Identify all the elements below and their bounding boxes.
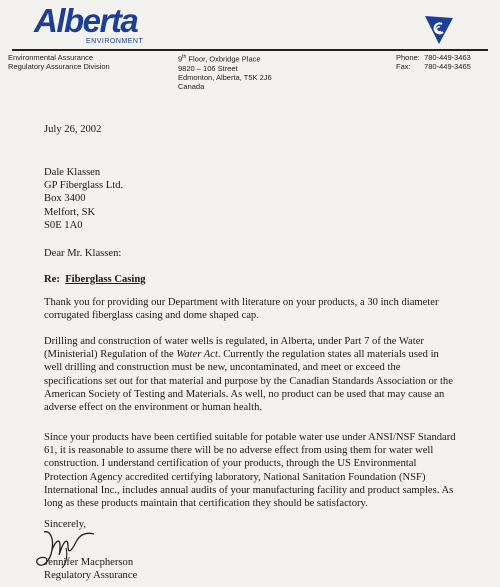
recipient-line: S0E 1A0	[44, 219, 83, 231]
paragraph-1: Thank you for providing our Department with literature on your products, a 30 inch diameter corrugated fiberglass casing and dome shaped cap.	[44, 297, 439, 322]
paragraph-2: Drilling and construction of water wells is regulated, in Alberta, under Part 7 of the Water (Ministerial) Regulation of the Water Act. Currently the regulation states all materials used in well drilling and construction must be new, uncontaminated, and meet or exceed the specifications set out for that material and purpose by the Canadian Standards Association or the American Society of Testing and Materials. As well, no product can be used that may cause an adverse effect on the environment or human health.	[44, 336, 453, 414]
re-subject: Fiberglass Casing	[65, 274, 146, 285]
letterhead-divider	[12, 49, 488, 51]
phone-line: Phone: 780-449-3463	[396, 53, 471, 62]
signer-title: Regulatory Assurance	[44, 570, 138, 582]
department-block	[8, 53, 110, 71]
address-line: Edmonton, Alberta, T5K 2J6	[178, 72, 272, 82]
department-line: Environmental Assurance	[8, 53, 94, 62]
contact-block	[396, 53, 471, 71]
fax-line: Fax: 780-449-3465	[396, 62, 471, 71]
letter-date: July 26, 2002	[44, 124, 102, 135]
signer-name: Jennifer Macpherson	[44, 557, 134, 568]
address-block	[178, 53, 272, 91]
re-label: Re:	[44, 274, 60, 285]
recipient-line: Melfort, SK	[44, 206, 96, 218]
paragraph-3: Since your products have been certified suitable for potable water use under ANSI/NSF Standard 61, it is reasonable to assume there will be no adverse effect from using them for water well construction. I understand certification of your products, through the US Environmental Protection Agency accredited certifying laboratory, National Sanitation Foundation (NSF) International Inc., includes annual audits of your manufacturing facility and product samples. As long as these products maintain that certification they should be satisfactory.	[44, 432, 456, 510]
address-line-floor: 9th Floor, Oxbridge Place	[178, 54, 261, 64]
alberta-logo: Alberta	[34, 2, 138, 39]
water-act-title: Water Act	[176, 349, 218, 361]
alberta-emblem-icon	[423, 14, 455, 46]
subject-line	[44, 273, 146, 286]
address-line: Canada	[178, 81, 205, 91]
recipient-line: GP Fiberglass Ltd.	[44, 180, 124, 192]
signature-block	[44, 556, 137, 582]
recipient-address	[44, 166, 123, 232]
recipient-line: Box 3400	[44, 193, 86, 205]
salutation: Dear Mr. Klassen:	[44, 248, 122, 259]
closing: Sincerely,	[44, 519, 86, 530]
division-line: Regulatory Assurance Division	[8, 62, 110, 71]
logo-subtitle: ENVIRONMENT	[86, 38, 144, 45]
address-line: 9820 – 106 Street	[178, 63, 238, 73]
recipient-line: Dale Klassen	[44, 167, 101, 178]
